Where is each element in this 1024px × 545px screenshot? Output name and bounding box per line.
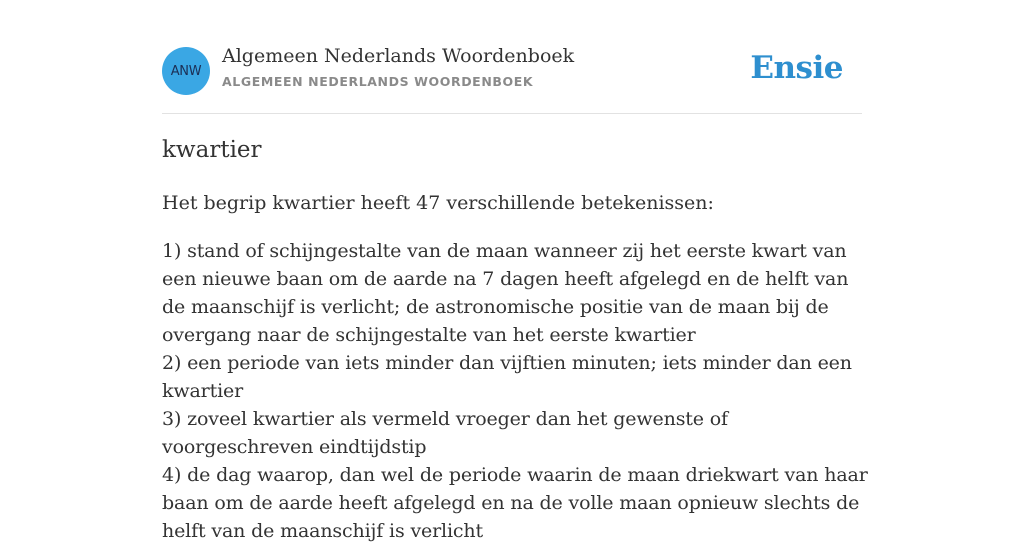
source-logo-text: ANW <box>170 63 202 79</box>
page-container <box>162 0 868 542</box>
brand-logo[interactable]: Ensie <box>750 50 843 86</box>
entry-intro: Het begrip kwartier heeft 47 verschillende betekenissen: <box>162 192 714 214</box>
source-title[interactable]: Algemeen Nederlands Woordenboek <box>222 45 575 67</box>
meaning-item: 2) een periode van iets minder dan vijftien minuten; iets minder dan een kwartier <box>162 352 852 402</box>
page-header <box>162 0 862 114</box>
meanings-list <box>162 237 868 545</box>
source-subtitle: ALGEMEEN NEDERLANDS WOORDENBOEK <box>222 74 534 89</box>
meaning-item: 4) de dag waarop, dan wel de periode waarin de maan driekwart van haar baan om de aarde heeft afgelegd en na de volle maan opnieuw slechts de helft van de maanschijf is verlicht <box>162 464 868 542</box>
entry-word: kwartier <box>162 137 262 163</box>
meaning-item: 3) zoveel kwartier als vermeld vroeger dan het gewenste of voorgeschreven eindtijdstip <box>162 408 728 458</box>
meaning-item: 1) stand of schijngestalte van de maan wanneer zij het eerste kwart van een nieuwe baan om de aarde na 7 dagen heeft afgelegd en de helft van de maanschijf is verlicht; de astronomische positie van de maan bij de overgang naar de schijngestalte van het eerste kwartier <box>162 240 849 346</box>
source-logo[interactable] <box>162 47 210 95</box>
